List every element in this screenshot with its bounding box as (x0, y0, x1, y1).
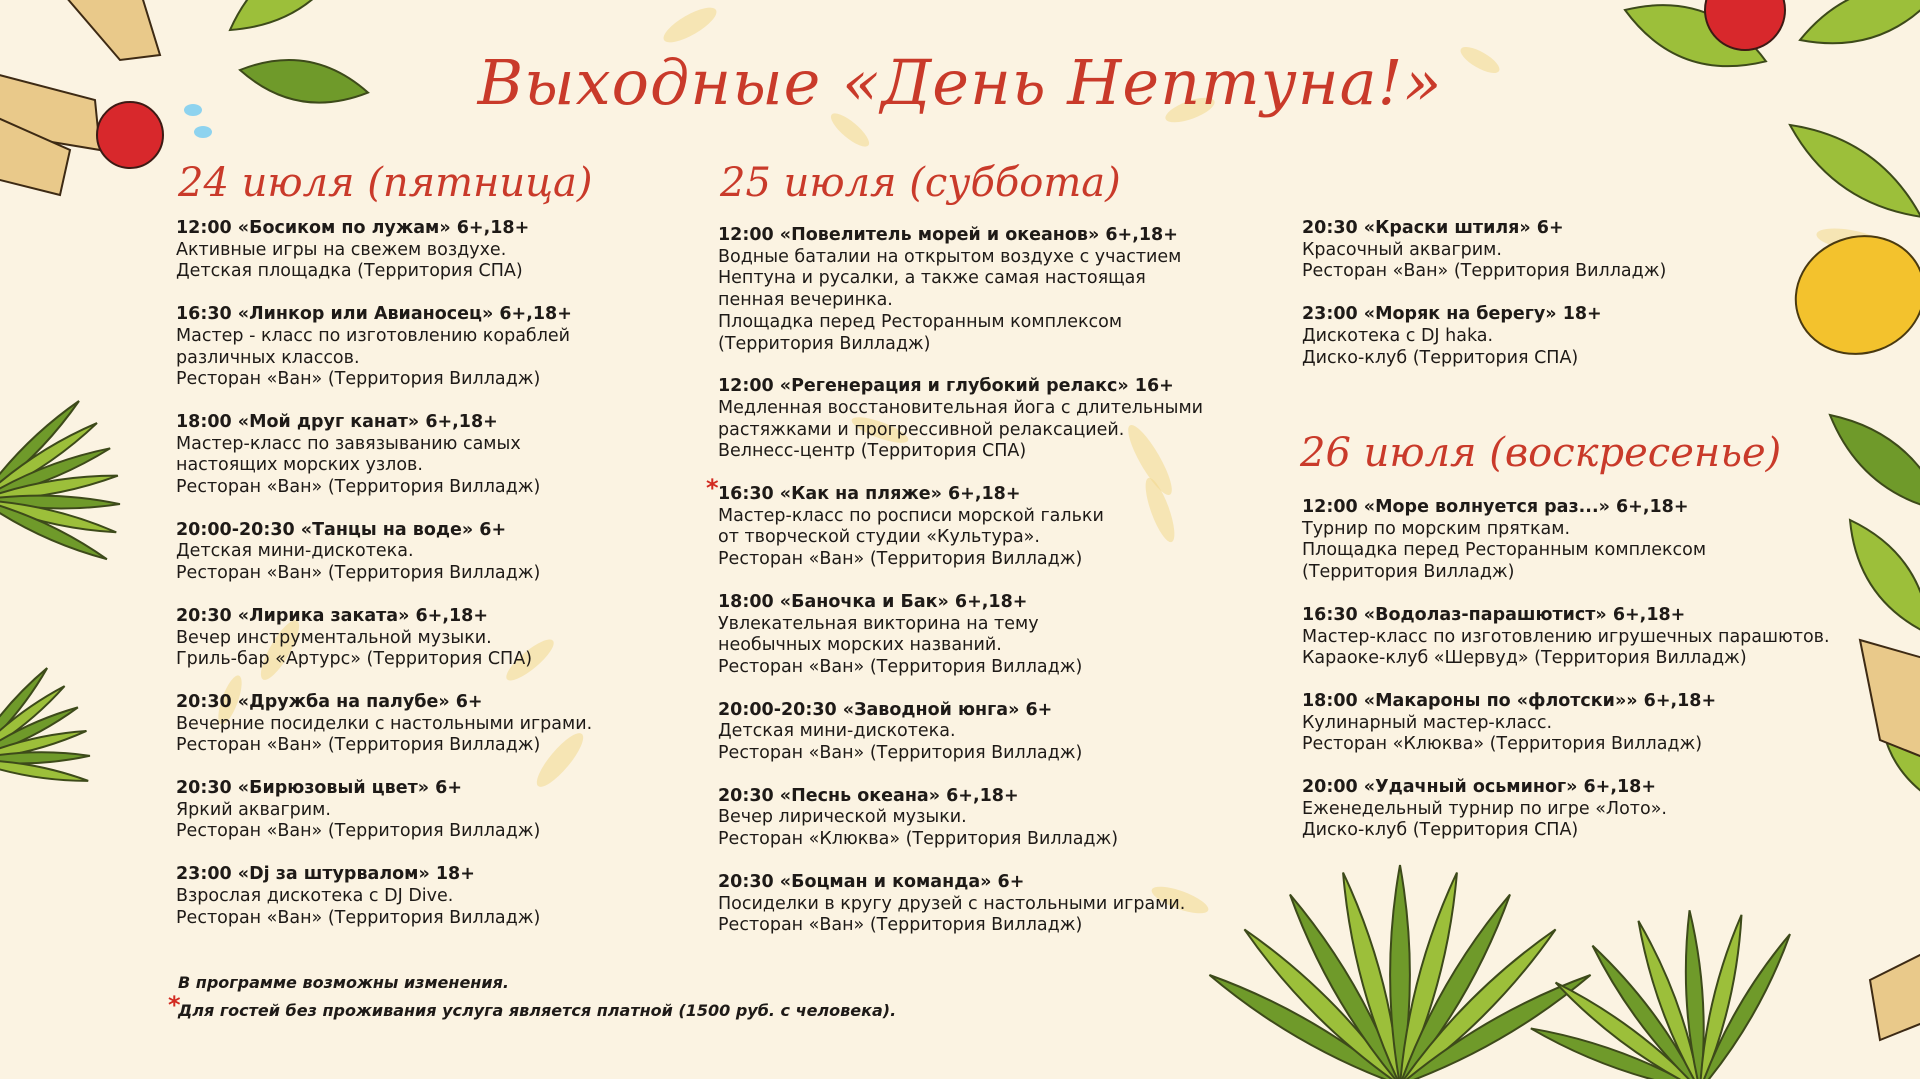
saturday-schedule (706, 225, 1204, 958)
event-description-line: Вечерние посиделки с настольными играми. (176, 713, 593, 734)
event-description-line: Активные игры на свежем воздухе. (176, 239, 507, 260)
event-description-line: Площадка перед Ресторанным комплексом (1302, 540, 1707, 561)
event-item (718, 786, 1203, 851)
changes-note: В программе возможны изменения. (178, 973, 509, 992)
event-description-line: Красочный аквагрим. (1302, 239, 1502, 260)
paid-service-note (168, 991, 897, 1025)
event-description-line: Ресторан «Клюква» (Территория Вилладж) (718, 829, 1119, 850)
event-description-line: Ресторан «Ван» (Территория Вилладж) (176, 477, 541, 498)
event-heading: 23:00 «Dj за штурвалом» 18+ (176, 864, 475, 885)
event-description-line: Мастер - класс по изготовлению кораблей (176, 325, 571, 346)
event-heading: 16:30 «Линкор или Авианосец» 6+,18+ (176, 304, 572, 325)
event-item (176, 864, 592, 929)
day-title-friday: 24 июля (пятница) (178, 160, 593, 206)
event-description-line: Ресторан «Ван» (Территория Вилладж) (176, 821, 541, 842)
event-description-line: Кулинарный мастер-класс. (1302, 712, 1553, 733)
event-item (718, 592, 1203, 679)
event-item (176, 606, 592, 671)
event-item (718, 225, 1203, 355)
event-heading: 12:00 «Босиком по лужам» 6+,18+ (176, 218, 530, 238)
event-description-line: Еженедельный турнир по игре «Лото». (1302, 798, 1667, 819)
event-heading: 12:00 «Море волнуется раз...» 6+,18+ (1302, 497, 1689, 517)
event-description-line: Ресторан «Ван» (Территория Вилладж) (176, 735, 541, 756)
event-item (176, 692, 592, 757)
event-description-line: Мастер-класс по изготовлению игрушечных парашютов. (1302, 626, 1830, 647)
event-description-line: Площадка перед Ресторанным комплексом (718, 311, 1123, 332)
event-heading: 20:30 «Песнь океана» 6+,18+ (718, 785, 1019, 806)
event-item (176, 304, 592, 391)
event-description-line: Детская мини-дискотека. (718, 721, 956, 742)
event-item (1302, 605, 1830, 670)
event-item (176, 520, 592, 585)
event-description-line: Вечер инструментальной музыки. (176, 627, 492, 648)
event-description-line: (Территория Вилладж) (1302, 562, 1515, 583)
event-heading: 23:00 «Моряк на берегу» 18+ (1302, 304, 1602, 325)
leaf-shape (1779, 109, 1920, 234)
event-description-line: Детская площадка (Территория СПА) (176, 261, 523, 282)
event-item (176, 412, 592, 499)
event-description-line: растяжками и прогрессивной релаксацией. (718, 419, 1125, 440)
event-description-line: Мастер-класс по завязыванию самых (176, 433, 521, 454)
water-drop-icon (194, 126, 212, 138)
sunday-schedule (1302, 497, 1830, 863)
event-description-line: Яркий аквагрим. (176, 799, 331, 820)
event-description-line: Ресторан «Ван» (Территория Вилладж) (176, 369, 541, 390)
event-description-line: Вечер лирической музыки. (718, 807, 967, 828)
page-title: Выходные «День Нептуна!» (477, 46, 1443, 119)
event-description-line: Ресторан «Ван» (Территория Вилладж) (718, 549, 1083, 570)
event-description-line: Ресторан «Ван» (Территория Вилладж) (1302, 261, 1667, 282)
leaf-shape (1817, 400, 1920, 527)
event-item (176, 218, 592, 283)
friday-schedule (176, 218, 592, 950)
event-item (1302, 497, 1830, 584)
leaf-shape (1834, 509, 1920, 647)
event-description-line: Ресторан «Ван» (Территория Вилладж) (718, 743, 1083, 764)
event-item (718, 376, 1203, 463)
event-description-line: Увлекательная викторина на тему (718, 613, 1039, 634)
event-description-line: Диско-клуб (Территория СПА) (1302, 347, 1579, 368)
event-heading: 20:30 «Краски штиля» 6+ (1302, 218, 1564, 238)
asterisk-mark: * (168, 991, 181, 1019)
event-item (718, 700, 1203, 765)
day-title-sunday: 26 июля (воскресенье) (1300, 430, 1782, 476)
event-description-line: Гриль-бар «Артурс» (Территория СПА) (176, 649, 533, 670)
event-description-line: Диско-клуб (Территория СПА) (1302, 820, 1579, 841)
event-item (1302, 304, 1666, 369)
event-heading: 18:00 «Мой друг канат» 6+,18+ (176, 411, 498, 432)
event-heading: 18:00 «Баночка и Бак» 6+,18+ (718, 591, 1028, 612)
event-description-line: Велнесс-центр (Территория СПА) (718, 441, 1027, 462)
event-heading: 20:00 «Удачный осьминог» 6+,18+ (1302, 777, 1657, 798)
event-item (176, 778, 592, 843)
event-description-line: Ресторан «Ван» (Территория Вилладж) (718, 656, 1083, 677)
event-description-line: Детская мини-дискотека. (176, 541, 414, 562)
lemon-icon (1779, 218, 1920, 371)
event-item (1302, 218, 1666, 283)
event-heading: 20:30 «Лирика заката» 6+,18+ (176, 605, 488, 626)
event-description-line: Посиделки в кругу друзей с настольными играми. (718, 893, 1186, 914)
saturday-evening-schedule (1302, 218, 1666, 390)
event-item (1302, 691, 1830, 756)
event-heading: 12:00 «Повелитель морей и океанов» 6+,18+ (718, 225, 1178, 245)
event-heading: 18:00 «Макароны по «флотски»» 6+,18+ (1302, 690, 1717, 711)
paid-service-text: Для гостей без проживания услуга является платной (1500 руб. с человека). (178, 1001, 897, 1020)
event-description-line: настоящих морских узлов. (176, 455, 423, 476)
event-description-line: Мастер-класс по росписи морской гальки (718, 505, 1104, 526)
event-description-line: от творческой студии «Культура». (718, 527, 1040, 548)
event-item (1302, 777, 1830, 842)
event-description-line: Ресторан «Клюква» (Территория Вилладж) (1302, 734, 1703, 755)
event-heading: 16:30 «Как на пляже» 6+,18+ (718, 484, 1021, 505)
event-description-line: пенная вечеринка. (718, 290, 893, 311)
asterisk-mark: * (706, 474, 719, 503)
event-description-line: Ресторан «Ван» (Территория Вилладж) (176, 563, 541, 584)
event-description-line: Турнир по морским пряткам. (1302, 518, 1571, 539)
event-item (718, 872, 1203, 937)
event-heading: 20:30 «Дружба на палубе» 6+ (176, 691, 483, 712)
event-heading: 12:00 «Регенерация и глубокий релакс» 16+ (718, 376, 1174, 397)
event-heading: 16:30 «Водолаз-парашютист» 6+,18+ (1302, 604, 1686, 625)
event-heading: 20:30 «Боцман и команда» 6+ (718, 871, 1025, 892)
event-description-line: (Территория Вилладж) (718, 333, 931, 354)
event-heading: 20:00-20:30 «Заводной юнга» 6+ (718, 699, 1053, 720)
event-description-line: различных классов. (176, 347, 360, 368)
event-heading: 20:30 «Бирюзовый цвет» 6+ (176, 778, 462, 799)
event-description-line: Ресторан «Ван» (Территория Вилладж) (718, 915, 1083, 936)
event-heading: 20:00-20:30 «Танцы на воде» 6+ (176, 519, 507, 540)
event-description-line: Нептуна и русалки, а также самая настоящая (718, 268, 1146, 289)
event-description-line: Водные баталии на открытом воздухе с участием (718, 246, 1182, 267)
paint-splash (659, 1, 721, 48)
event-description-line: Медленная восстановительная йога с длительными (718, 397, 1204, 418)
day-title-saturday: 25 июля (суббота) (720, 160, 1121, 206)
event-description-line: Ресторан «Ван» (Территория Вилладж) (176, 907, 541, 928)
leaf-shape (217, 0, 366, 48)
wood-stick (1860, 640, 1920, 760)
event-description-line: Взрослая дискотека с DJ Dive. (176, 885, 454, 906)
event-item (706, 474, 1203, 571)
footer-notes (168, 969, 897, 1025)
wood-stick (1870, 950, 1920, 1040)
event-description-line: Караоке-клуб «Шервуд» (Территория Вилладж) (1302, 648, 1747, 669)
event-description-line: Дискотека с DJ haka. (1302, 325, 1494, 346)
event-description-line: необычных морских названий. (718, 635, 1002, 656)
